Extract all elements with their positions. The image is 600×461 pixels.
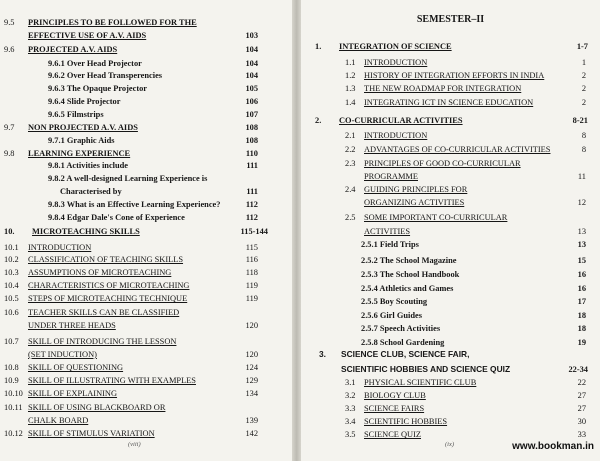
toc-entry xyxy=(0,159,292,172)
toc-title: INTEGRATION OF SCIENCE xyxy=(339,42,452,51)
toc-page-number: 110 xyxy=(245,149,258,158)
toc-title: SKILL OF ILLUSTRATING WITH EXAMPLES xyxy=(28,376,196,385)
toc-number: 1.2 xyxy=(345,71,356,80)
toc-number: 3.3 xyxy=(345,404,356,413)
toc-entry xyxy=(301,295,600,308)
toc-entry xyxy=(301,309,600,322)
toc-number: 10. xyxy=(4,227,15,236)
toc-title: 9.8.3 What is an Effective Learning Experience? xyxy=(48,200,221,209)
toc-number: 2.4 xyxy=(345,185,356,194)
toc-title: LEARNING EXPERIENCE xyxy=(28,149,131,158)
toc-entry xyxy=(0,401,292,414)
toc-title: CHARACTERISTICS OF MICROTEACHING xyxy=(28,281,190,290)
toc-title: SKILL OF INTRODUCING THE LESSON xyxy=(28,337,177,346)
toc-title: MICROTEACHING SKILLS xyxy=(32,227,140,236)
toc-page-number: 19 xyxy=(577,338,586,347)
toc-title: SCIENCE CLUB, SCIENCE FAIR, xyxy=(341,349,470,359)
toc-entry xyxy=(0,185,292,198)
toc-entry xyxy=(301,170,600,183)
toc-entry xyxy=(0,108,292,121)
toc-title: CO-CURRICULAR ACTIVITIES xyxy=(339,116,463,125)
toc-entry xyxy=(0,387,292,400)
toc-page-number: 1 xyxy=(581,58,586,67)
toc-entry xyxy=(301,56,600,69)
toc-page-number: 18 xyxy=(577,324,586,333)
toc-page-number: 22-34 xyxy=(568,365,588,374)
toc-title: 2.5.3 The School Handbook xyxy=(361,270,460,279)
toc-title: PRINCIPLES OF GOOD CO-CURRICULAR xyxy=(364,159,521,168)
toc-number: 9.7 xyxy=(4,123,15,132)
toc-number: 1.1 xyxy=(345,58,356,67)
toc-number: 10.8 xyxy=(4,363,19,372)
toc-entry xyxy=(301,389,600,402)
toc-page-number: 107 xyxy=(245,110,258,119)
toc-page-number: 116 xyxy=(245,255,258,264)
toc-entry xyxy=(301,376,600,389)
toc-number: 3.2 xyxy=(345,391,356,400)
toc-number: 10.3 xyxy=(4,268,19,277)
toc-entry xyxy=(0,82,292,95)
toc-page-number: 139 xyxy=(245,416,258,425)
toc-page-number: 1-7 xyxy=(576,42,588,51)
toc-title: 9.8.2 A well-designed Learning Experience is xyxy=(48,174,208,183)
toc-title: 2.5.1 Field Trips xyxy=(361,240,419,249)
toc-entry xyxy=(301,69,600,82)
toc-page-number: 105 xyxy=(245,84,258,93)
toc-entry xyxy=(0,43,292,56)
toc-page-number: 8 xyxy=(581,145,586,154)
toc-page-number: 104 xyxy=(245,45,258,54)
toc-page-number: 27 xyxy=(577,404,586,413)
toc-entry xyxy=(301,183,600,196)
watermark-text: www.bookman.in xyxy=(512,441,594,452)
toc-title: SCIENCE QUIZ xyxy=(364,430,421,439)
toc-entry xyxy=(301,114,600,127)
toc-entry xyxy=(0,95,292,108)
toc-number: 2. xyxy=(315,116,322,125)
toc-title: ORGANIZING ACTIVITIES xyxy=(364,198,465,207)
toc-entry xyxy=(301,196,600,209)
toc-number: 1.4 xyxy=(345,98,356,107)
toc-title: GUIDING PRINCIPLES FOR xyxy=(364,185,468,194)
toc-page-number: 2 xyxy=(581,71,586,80)
toc-title: 9.7.1 Graphic Aids xyxy=(48,136,115,145)
toc-number: 2.3 xyxy=(345,159,356,168)
toc-entry xyxy=(301,282,600,295)
toc-entry xyxy=(301,40,600,53)
toc-entry xyxy=(0,306,292,319)
toc-page-number: 16 xyxy=(577,270,586,279)
toc-entry xyxy=(301,402,600,415)
toc-page-number: 18 xyxy=(577,311,586,320)
toc-entry xyxy=(0,266,292,279)
toc-title: (SET INDUCTION) xyxy=(28,350,97,359)
right-page xyxy=(301,0,600,461)
toc-entry xyxy=(0,414,292,427)
toc-page-number: 119 xyxy=(245,294,258,303)
toc-title: PROGRAMME xyxy=(364,172,418,181)
toc-entry xyxy=(0,319,292,332)
toc-title: 9.6.2 Over Head Transperencies xyxy=(48,71,163,80)
toc-title: INTEGRATING ICT IN SCIENCE EDUCATION xyxy=(364,98,534,107)
toc-number: 10.4 xyxy=(4,281,19,290)
toc-page-number: 119 xyxy=(245,281,258,290)
toc-page-number: 111 xyxy=(246,161,258,170)
toc-title: INTRODUCTION xyxy=(364,131,428,140)
toc-title: 2.5.2 The School Magazine xyxy=(361,256,457,265)
toc-number: 10.2 xyxy=(4,255,19,264)
toc-entry xyxy=(301,211,600,224)
book-spine xyxy=(292,0,301,461)
toc-number: 9.6 xyxy=(4,45,15,54)
toc-entry xyxy=(0,16,292,29)
toc-page-number: 124 xyxy=(245,363,258,372)
toc-entry xyxy=(301,428,600,441)
toc-title: 9.6.5 Filmstrips xyxy=(48,110,104,119)
toc-entry xyxy=(301,348,600,361)
toc-number: 10.7 xyxy=(4,337,19,346)
toc-entry xyxy=(301,143,600,156)
toc-page-number: 111 xyxy=(246,187,258,196)
toc-entry xyxy=(0,348,292,361)
toc-page-number: 120 xyxy=(245,350,258,359)
toc-page-number: 129 xyxy=(245,376,258,385)
toc-title: 9.6.4 Slide Projector xyxy=(48,97,121,106)
toc-title: INTRODUCTION xyxy=(28,243,92,252)
toc-title: 2.5.7 Speech Activities xyxy=(361,324,441,333)
toc-title: THE NEW ROADMAP FOR INTEGRATION xyxy=(364,84,522,93)
toc-title: SCIENTIFIC HOBBIES AND SCIENCE QUIZ xyxy=(341,364,511,374)
toc-number: 10.5 xyxy=(4,294,19,303)
toc-page-number: 22 xyxy=(577,378,586,387)
toc-title: SCIENTIFIC HOBBIES xyxy=(364,417,448,426)
toc-number: 1.3 xyxy=(345,84,356,93)
toc-title: EFFECTIVE USE OF A.V. AIDS xyxy=(28,31,147,40)
left-page-number: (viii) xyxy=(128,441,141,448)
toc-number: 3.5 xyxy=(345,430,356,439)
toc-title: SOME IMPORTANT CO-CURRICULAR xyxy=(364,213,508,222)
toc-page-number: 33 xyxy=(577,430,586,439)
toc-entry xyxy=(0,279,292,292)
toc-title: STEPS OF MICROTEACHING TECHNIQUE xyxy=(28,294,188,303)
toc-page-number: 30 xyxy=(577,417,586,426)
toc-title: PHYSICAL SCIENTIFIC CLUB xyxy=(364,378,477,387)
toc-page-number: 112 xyxy=(245,213,258,222)
toc-number: 1. xyxy=(315,42,322,51)
toc-page-number: 11 xyxy=(577,172,586,181)
toc-title: INTRODUCTION xyxy=(364,58,428,67)
toc-title: 2.5.8 School Gardening xyxy=(361,338,445,347)
toc-entry xyxy=(301,415,600,428)
toc-entry xyxy=(301,363,600,376)
toc-page-number: 142 xyxy=(245,429,258,438)
toc-entry xyxy=(0,292,292,305)
toc-title: 9.8.4 Edgar Dale's Cone of Experience xyxy=(48,213,185,222)
toc-title: ASSUMPTIONS OF MICROTEACHING xyxy=(28,268,172,277)
toc-entry xyxy=(0,225,292,238)
toc-page-number: 112 xyxy=(245,200,258,209)
toc-title: 2.5.4 Athletics and Games xyxy=(361,284,454,293)
toc-page-number: 134 xyxy=(245,389,258,398)
toc-page-number: 2 xyxy=(581,84,586,93)
toc-entry xyxy=(0,335,292,348)
toc-number: 2.1 xyxy=(345,131,356,140)
toc-title: HISTORY OF INTEGRATION EFFORTS IN INDIA xyxy=(364,71,545,80)
toc-page-number: 16 xyxy=(577,284,586,293)
toc-title: BIOLOGY CLUB xyxy=(364,391,426,400)
toc-page-number: 15 xyxy=(577,256,586,265)
toc-number: 10.1 xyxy=(4,243,19,252)
toc-number: 10.11 xyxy=(4,403,23,412)
toc-number: 10.12 xyxy=(4,429,23,438)
toc-page-number: 106 xyxy=(245,97,258,106)
toc-page-number: 13 xyxy=(577,240,586,249)
toc-page-number: 17 xyxy=(577,297,586,306)
toc-entry xyxy=(301,238,600,251)
toc-page-number: 118 xyxy=(245,268,258,277)
toc-entry xyxy=(0,374,292,387)
toc-entry xyxy=(0,427,292,440)
toc-page-number: 120 xyxy=(245,321,258,330)
toc-entry xyxy=(0,134,292,147)
semester-title: SEMESTER–II xyxy=(416,14,485,25)
toc-entry xyxy=(0,121,292,134)
toc-number: 9.5 xyxy=(4,18,15,27)
toc-title: PRINCIPLES TO BE FOLLOWED FOR THE xyxy=(28,18,197,27)
toc-entry xyxy=(0,253,292,266)
toc-entry xyxy=(301,225,600,238)
toc-entry xyxy=(0,172,292,185)
toc-title: SKILL OF USING BLACKBOARD OR xyxy=(28,403,166,412)
toc-title: 2.5.5 Boy Scouting xyxy=(361,297,428,306)
toc-title: 9.6.3 The Opaque Projector xyxy=(48,84,148,93)
toc-entry xyxy=(301,268,600,281)
toc-number: 9.8 xyxy=(4,149,15,158)
toc-number: 2.5 xyxy=(345,213,356,222)
toc-title: SKILL OF EXPLAINING xyxy=(28,389,118,398)
toc-number: 3. xyxy=(319,349,326,359)
toc-page-number: 108 xyxy=(245,123,258,132)
right-page-number: (ix) xyxy=(445,441,455,448)
toc-title: NON PROJECTED A.V. AIDS xyxy=(28,123,138,132)
toc-title: Characterised by xyxy=(60,187,122,196)
toc-number: 3.1 xyxy=(345,378,356,387)
toc-page-number: 27 xyxy=(577,391,586,400)
toc-page-number: 104 xyxy=(245,71,258,80)
toc-page-number: 13 xyxy=(577,227,586,236)
toc-title: 9.6.1 Over Head Projector xyxy=(48,59,142,68)
toc-title: SKILL OF STIMULUS VARIATION xyxy=(28,429,155,438)
toc-entry xyxy=(0,198,292,211)
toc-entry xyxy=(0,69,292,82)
toc-entry xyxy=(0,361,292,374)
toc-page-number: 104 xyxy=(245,59,258,68)
toc-page-number: 2 xyxy=(581,98,586,107)
toc-entry xyxy=(0,211,292,224)
toc-title: SCIENCE FAIRS xyxy=(364,404,425,413)
toc-page-number: 115 xyxy=(245,243,258,252)
toc-title: 9.8.1 Activities include xyxy=(48,161,129,170)
toc-page-number: 103 xyxy=(245,31,258,40)
toc-title: CLASSIFICATION OF TEACHING SKILLS xyxy=(28,255,184,264)
toc-title: ADVANTAGES OF CO-CURRICULAR ACTIVITIES xyxy=(364,145,551,154)
toc-title: SKILL OF QUESTIONING xyxy=(28,363,124,372)
toc-page-number: 115-144 xyxy=(240,227,268,236)
toc-number: 10.6 xyxy=(4,308,19,317)
toc-entry xyxy=(0,29,292,42)
toc-entry xyxy=(301,322,600,335)
toc-page-number: 8-21 xyxy=(572,116,588,125)
toc-entry xyxy=(301,129,600,142)
toc-title: ACTIVITIES xyxy=(364,227,411,236)
toc-title: UNDER THREE HEADS xyxy=(28,321,116,330)
toc-page-number: 8 xyxy=(581,131,586,140)
toc-page-number: 108 xyxy=(245,136,258,145)
toc-number: 3.4 xyxy=(345,417,356,426)
toc-number: 2.2 xyxy=(345,145,356,154)
toc-page-number: 12 xyxy=(577,198,586,207)
toc-title: 2.5.6 Girl Guides xyxy=(361,311,422,320)
toc-title: CHALK BOARD xyxy=(28,416,89,425)
toc-entry xyxy=(301,96,600,109)
toc-title: TEACHER SKILLS CAN BE CLASSIFIED xyxy=(28,308,180,317)
toc-entry xyxy=(301,157,600,170)
toc-entry xyxy=(301,254,600,267)
toc-title: PROJECTED A.V. AIDS xyxy=(28,45,118,54)
left-page xyxy=(0,0,292,461)
toc-number: 10.9 xyxy=(4,376,19,385)
toc-number: 10.10 xyxy=(4,389,23,398)
toc-entry xyxy=(301,82,600,95)
